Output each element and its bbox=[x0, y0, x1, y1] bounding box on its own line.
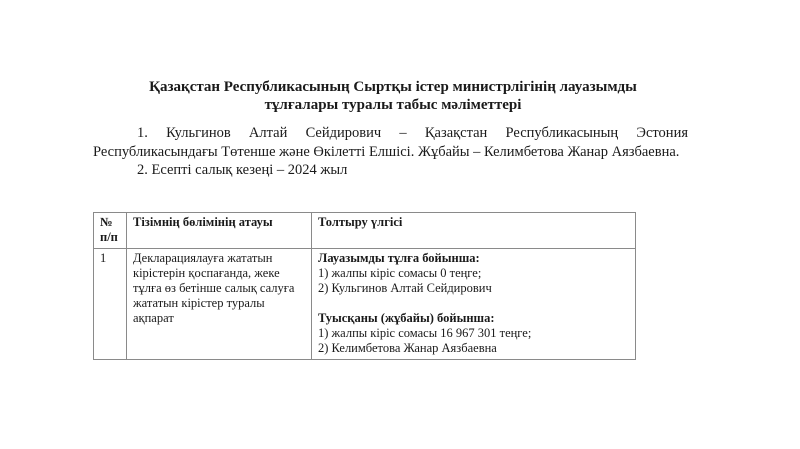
spouse-income: 1) жалпы кіріс сомасы 16 967 301 теңге; bbox=[318, 326, 532, 340]
table-row bbox=[94, 249, 636, 360]
paragraph-official: 1. Кульгинов Алтай Сейдирович – Қазақстан Республикасының Эстония Республикасындағы Төтенше және Өкілетті Елшісі. Жұбайы – Келимбетова Жанар Аязбаевна. bbox=[93, 125, 688, 160]
title-line-1: Қазақстан Республикасының Сыртқы істер министрлігінің лауазымды bbox=[149, 79, 637, 95]
official-income: 1) жалпы кіріс сомасы 0 теңге; bbox=[318, 266, 482, 280]
spouse-heading: Туысқаны (жұбайы) бойынша: bbox=[318, 311, 495, 325]
header-section-name: Тізімнің бөлімінің атауы bbox=[127, 213, 312, 249]
paragraph-tax-period: 2. Есепті салық кезеңі – 2024 жыл bbox=[137, 162, 348, 178]
cell-section: Декларациялауға жататын кірістерін қоспағанда, жеке тұлға өз бетінше салық салуға жататын кірістер туралы ақпарат bbox=[127, 249, 312, 360]
income-table bbox=[93, 212, 636, 360]
document-body bbox=[93, 124, 688, 180]
header-fill-sample: Толтыру үлгісі bbox=[312, 213, 636, 249]
cell-number: 1 bbox=[94, 249, 127, 360]
spouse-name: 2) Келимбетова Жанар Аязбаевна bbox=[318, 341, 497, 355]
official-name: 2) Кульгинов Алтай Сейдирович bbox=[318, 281, 492, 295]
cell-details bbox=[312, 249, 636, 360]
document-title bbox=[93, 78, 693, 114]
official-heading: Лауазымды тұлға бойынша: bbox=[318, 251, 480, 265]
title-line-2: тұлғалары туралы табыс мәліметтері bbox=[264, 97, 522, 113]
header-number: № п/п bbox=[94, 213, 127, 249]
table-header-row bbox=[94, 213, 636, 249]
